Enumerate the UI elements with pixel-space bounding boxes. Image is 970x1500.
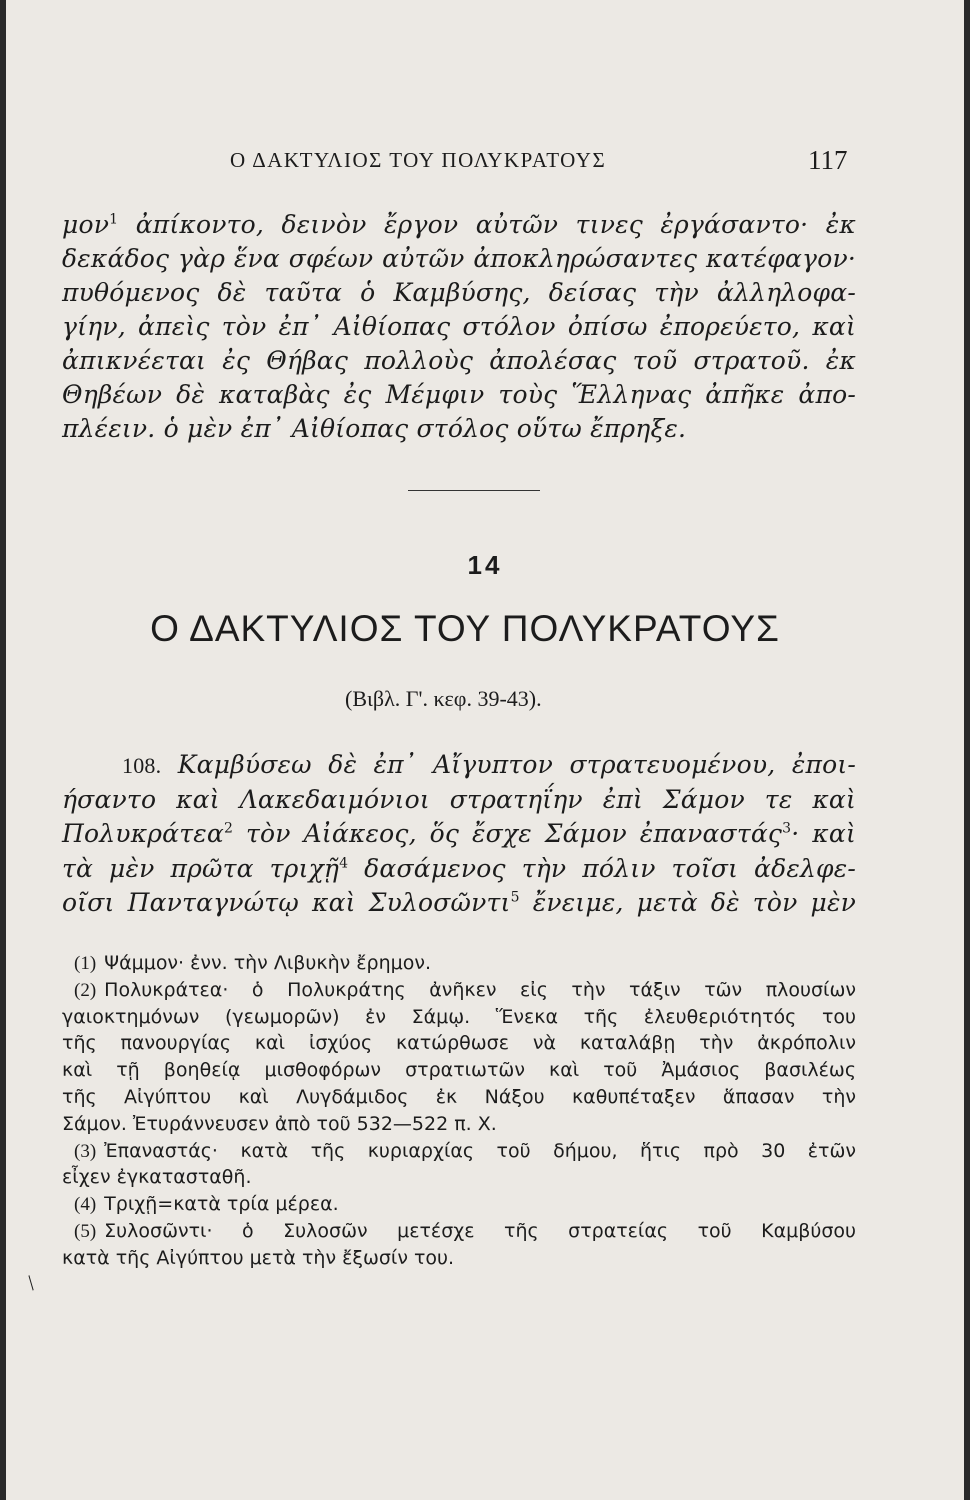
- body-line-text: μον: [62, 210, 110, 239]
- footnote-marker: (1): [74, 953, 97, 974]
- footnote-line: καὶ τῇ βοηθείᾳ μισθοφόρων στρατιωτῶν καὶ τοῦ Ἀμάσιος βασιλέως: [62, 1059, 856, 1082]
- footnote-ref: 4: [339, 855, 349, 872]
- section-line-text: τὰ μὲν πρῶτα τριχῇ: [62, 853, 340, 883]
- footnote-text: Συλοσῶντι· ὁ Συλοσῶν μετέσχε τῆς στρατείας τοῦ Καμβύσου: [104, 1219, 856, 1242]
- body-text-top: [62, 208, 856, 446]
- footnote-marker: (3): [74, 1140, 97, 1162]
- section-line: [62, 817, 856, 852]
- body-line: πλέειν. ὁ μὲν ἐπ᾽ Αἰθίοπας στόλος οὕτω ἔπρηξε.: [62, 414, 687, 443]
- footnote-marker: (2): [74, 979, 97, 1001]
- section-line-text: δασάμενος τὴν πόλιν τοῖσι ἀδελφε-: [348, 853, 856, 883]
- footnote-line: τῆς Αἰγύπτου καὶ Λυγδάμιδος ἐκ Νάξου καθυπέταξεν ἅπασαν τὴν: [62, 1085, 856, 1108]
- footnote-ref: 5: [510, 889, 520, 906]
- footnote-text: Πολυκράτεα· ὁ Πολυκράτης ἀνῆκεν εἰς τὴν τάξιν τῶν πλουσίων: [104, 978, 856, 1001]
- footnote-5: [62, 1218, 856, 1245]
- chapter-number: 14: [467, 550, 503, 580]
- footnotes: [62, 950, 856, 1272]
- footnote-line: εἶχεν ἐγκατασταθῆ.: [62, 1166, 252, 1189]
- section-line-text: οῖσι Πανταγνώτῳ καὶ Συλοσῶντι: [62, 888, 511, 917]
- footnote-line: κατὰ τῆς Αἰγύπτου μετὰ τὴν ἔξωσίν του.: [62, 1246, 455, 1269]
- section-line-text: · καὶ: [791, 819, 856, 848]
- body-line: Θηβέων δὲ καταβὰς ἐς Μέμφιν τοὺς Ἕλληνας ἀπῆκε ἀπο-: [62, 380, 856, 409]
- body-line: γίην, ἀπεὶς τὸν ἐπ᾽ Αἰθίοπας στόλον ὀπίσω ἐπορεύετο, καὶ: [62, 312, 856, 341]
- footnote-marker: (5): [74, 1220, 97, 1242]
- section-line: [62, 748, 856, 783]
- pencil-mark-icon: /: [21, 1270, 41, 1295]
- footnote-marker: (4): [74, 1194, 97, 1216]
- body-line: πυθόμενος δὲ ταῦτα ὁ Καμβύσης, δείσας τὴν ἀλληλοφα-: [62, 278, 856, 307]
- footnote-2: [62, 977, 856, 1004]
- footnote-line: τῆς πανουργίας καὶ ἰσχύος κατώρθωσε νὰ καταλάβῃ τὴν ἀκρόπολιν: [62, 1032, 856, 1055]
- page-edge-left: [0, 0, 6, 1500]
- footnote-3: [62, 1138, 856, 1165]
- page-number: 117: [808, 145, 848, 175]
- footnote-ref: 2: [224, 820, 234, 837]
- page-edge-right: [964, 0, 970, 1500]
- footnote-line: γαιοκτημόνων (γεωμορῶν) ἐν Σάμῳ. Ἕνεκα τῆς ἐλευθεριότητός του: [62, 1005, 856, 1028]
- section-line: ήσαντο καὶ Λακεδαιμόνιοι στρατηΐην ἐπὶ Σάμον τε καὶ: [62, 784, 856, 814]
- footnote-ref: 3: [782, 820, 792, 837]
- section-line: [62, 886, 856, 921]
- footnote-1: [62, 950, 856, 977]
- body-line: δεκάδος γὰρ ἕνα σφέων αὐτῶν ἀποκληρώσαντες κατέφαγον·: [62, 244, 856, 273]
- chapter-title: Ο ΔΑΚΤΥΛΙΟΣ ΤΟΥ ΠΟΛΥΚΡΑΤΟΥΣ: [150, 608, 780, 649]
- footnote-text: Τριχῇ=κατὰ τρία μέρεα.: [104, 1193, 339, 1216]
- body-line: ἀπικνέεται ἐς Θήβας πολλοὺς ἀπολέσας τοῦ στρατοῦ. ἐκ: [62, 346, 856, 375]
- footnote-line: Σάμον. Ἐτυράννευσεν ἀπὸ τοῦ 532—522 π. Χ.: [62, 1112, 497, 1135]
- footnote-4: [62, 1191, 856, 1218]
- chapter-source-reference: (Βιβλ. Γ'. κεφ. 39-43).: [345, 686, 542, 711]
- section-line-text: Πολυκράτεα: [62, 819, 224, 848]
- section-line-text: ἔνειμε, μετὰ δὲ τὸν μὲν: [519, 888, 857, 917]
- body-line-text: ἀπίκοντο, δεινὸν ἔργον αὐτῶν τινες ἐργάσαντο· ἐκ: [118, 210, 856, 239]
- section-line: [62, 852, 856, 887]
- running-head: Ο ΔΑΚΤΥΛΙΟΣ ΤΟΥ ΠΟΛΥΚΡΑΤΟΥΣ: [230, 148, 607, 172]
- section-108-text: [62, 748, 856, 921]
- footnote-text: Ψάμμον· ἐνν. τὴν Λιβυκὴν ἔρημον.: [104, 952, 432, 974]
- footnote-text: Ἐπαναστάς· κατὰ τῆς κυριαρχίας τοῦ δήμου, ἥτις πρὸ 30 ἐτῶν: [104, 1139, 856, 1162]
- section-line-text: τὸν Αἰάκεος, ὅς ἔσχε Σάμον ἐπαναστάς: [233, 819, 783, 848]
- body-line: [62, 208, 856, 242]
- section-divider: [408, 490, 540, 491]
- section-number: 108.: [122, 753, 162, 778]
- section-line-text: Καμβύσεω δὲ ἐπ᾽ Αἴγυπτον στρατευομένου, ἐποι-: [161, 750, 856, 779]
- footnote-ref: 1: [109, 211, 119, 228]
